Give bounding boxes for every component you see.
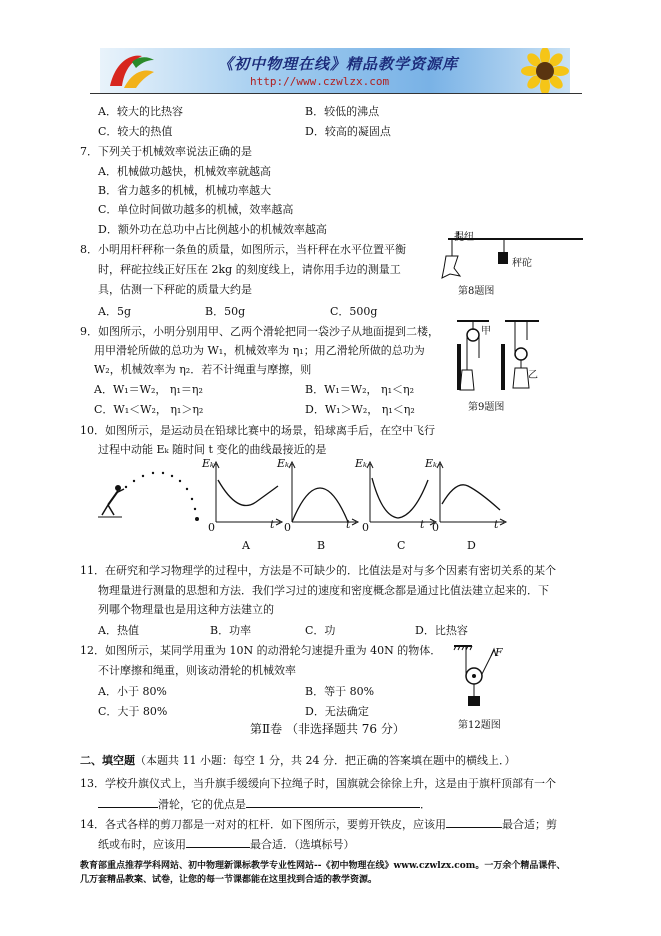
q8-option-b: B．50g: [205, 305, 246, 318]
q10-caption-a: A: [242, 539, 250, 552]
q13-line2: [98, 796, 431, 812]
q10-stem-line2: 过程中动能 Eₖ 随时间 t 变化的曲线最接近的是: [98, 443, 327, 456]
q9-option-b: B．W₁＝W₂， η₁＜η₂: [305, 383, 415, 396]
q13-line2-text-b: ．: [420, 798, 431, 811]
q14-line1: [80, 816, 557, 832]
section2-instructions: （本题共 11 小题：每空 1 分，共 24 分．把正确的答案填在题中的横线上．）: [135, 754, 516, 767]
q11-stem-line2: 物理量进行测量的思想和方法．我们学习过的速度和密度概念都是通过比值法建立起来的．下: [98, 584, 549, 597]
q14-line1-text-b: 最合适；剪: [502, 818, 557, 831]
q10-graph-b: [284, 460, 364, 540]
q8-option-c: C．500g: [330, 305, 378, 318]
q8-steelyard-figure: [428, 228, 588, 298]
q14-line1-text-a: 14．各式各样的剪刀都是一对对的杠杆．如下图所示，要剪开铁皮，应该用: [80, 818, 446, 831]
q10-a-t-label: t: [270, 518, 275, 531]
q10-b-ek-label: Eₖ: [277, 457, 290, 470]
part2-title: 第Ⅱ卷 （非选择题共 76 分）: [250, 722, 405, 736]
footer-line1: 教育部重点推荐学科网站、初中物理新课标教学专业性网站--《初中物理在线》www.czwlzx.com。一万余个精品课件、: [80, 861, 566, 871]
site-logo-icon: [102, 50, 160, 92]
q10-stem-line1: 10．如图所示，是运动员在铅球比赛中的场景，铅球离手后，在空中飞行: [80, 424, 435, 437]
q12-stem-line2: 不计摩擦和绳重，则该动滑轮的机械效率: [98, 664, 296, 677]
q14-line2-text-a: 纸或布时，应该用: [98, 838, 186, 851]
q6-option-a: A．较大的比热容: [98, 105, 183, 118]
q10-caption-c: C: [397, 539, 406, 552]
q11-option-a: A．热值: [98, 624, 139, 637]
q8-stem-line1: 8．小明用杆秤称一条鱼的质量，如图所示，当杆秤在水平位置平衡: [80, 243, 406, 256]
q13-blank-2[interactable]: [246, 796, 420, 808]
q10-caption-b: B: [317, 539, 326, 552]
header-divider: [90, 93, 582, 94]
q8-option-a: A．5g: [98, 305, 131, 318]
q14-line2-text-b: 最合适．（选填标号）: [250, 838, 355, 851]
q6-option-d: D．较高的凝固点: [305, 125, 391, 138]
q7-option-c: C．单位时间做功越多的机械，效率越高: [98, 203, 294, 216]
q12-force-label: F: [495, 646, 503, 659]
q14-line2: [98, 836, 355, 852]
banner-url: http://www.czwlzx.com: [250, 75, 390, 88]
q9-option-c: C．W₁＜W₂， η₁＞η₂: [94, 403, 204, 416]
q12-figure-caption: 第12题图: [458, 720, 501, 731]
q6-option-c: C．较大的热值: [98, 125, 173, 138]
q13-line2-text-a: 滑轮，它的优点是: [158, 798, 246, 811]
footer-line2: 几万套精品教案、试卷，让您的每一节课都能在这里找到合适的教学资源。: [80, 875, 378, 885]
q11-option-d: D．比热容: [415, 624, 468, 637]
q11-stem-line3: 列哪个物理量也是用这种方法建立的: [98, 603, 274, 616]
q8-stem-line2: 时，秤砣拉线正好压在 2kg 的刻度线上，请你用手边的测量工: [98, 263, 401, 276]
q7-stem: 7．下列关于机械效率说法正确的是: [80, 145, 252, 158]
q8-weight-label: 秤砣: [512, 258, 532, 269]
q9-option-a: A．W₁＝W₂， η₁＝η₂: [94, 383, 203, 396]
q10-c-ek-label: Eₖ: [355, 457, 368, 470]
q10-c-origin: 0: [362, 521, 369, 534]
q10-a-ek-label: Eₖ: [202, 457, 215, 470]
q10-d-t-label: t: [494, 518, 499, 531]
q11-stem-line1: 11．在研究和学习物理学的过程中，方法是不可缺少的．比值法是对与多个因素有密切关系的某个: [80, 564, 556, 577]
q10-graph-d: [432, 460, 512, 540]
q14-blank-1[interactable]: [446, 816, 502, 828]
q9-stem-line2: 用甲滑轮所做的总功为 W₁，机械效率为 η₁；用乙滑轮所做的总功为: [94, 344, 425, 357]
q9-yi-label: 乙: [528, 370, 538, 381]
q13-blank-1[interactable]: [98, 796, 158, 808]
q9-pulleys-figure: [455, 318, 545, 396]
q7-option-a: A．机械做功越快，机械效率就越高: [98, 165, 271, 178]
q10-b-origin: 0: [284, 521, 291, 534]
q12-stem-line1: 12．如图所示，某同学用重为 10N 的动滑轮匀速提升重为 40N 的物体．: [80, 644, 442, 657]
q12-pulley-figure: [452, 644, 512, 716]
q10-shot-put-figure: [98, 463, 204, 535]
q7-option-b: B．省力越多的机械，机械功率越大: [98, 184, 272, 197]
q8-stem-line3: 具，估测一下秤砣的质量大约是: [98, 283, 252, 296]
q10-c-t-label: t: [420, 518, 425, 531]
section2-head: 二、填空题: [80, 754, 135, 767]
q12-option-b: B．等于 80%: [305, 685, 375, 698]
q10-graph-c: [362, 460, 442, 540]
q12-option-a: A．小于 80%: [98, 685, 167, 698]
q10-d-ek-label: Eₖ: [425, 457, 438, 470]
q12-option-c: C．大于 80%: [98, 705, 168, 718]
q14-blank-2[interactable]: [186, 836, 250, 848]
section2-header: [80, 752, 515, 768]
q7-option-d: D．额外功在总功中占比例越小的机械效率越高: [98, 223, 327, 236]
q9-stem-line1: 9．如图所示，小明分别用甲、乙两个滑轮把同一袋沙子从地面提到二楼，: [80, 325, 439, 338]
q10-b-t-label: t: [346, 518, 351, 531]
sunflower-icon: [520, 48, 570, 93]
q9-figure-caption: 第9题图: [468, 402, 505, 413]
header-banner: [100, 48, 570, 93]
q13-stem-line1: 13．学校升旗仪式上，当升旗手缓缓向下拉绳子时，国旗就会徐徐上升，这是由于旗杆顶部有一个: [80, 777, 556, 790]
q10-d-origin: 0: [432, 521, 439, 534]
q9-option-d: D．W₁＞W₂， η₁＜η₂: [305, 403, 415, 416]
q10-a-origin: 0: [208, 521, 215, 534]
banner-title: 《初中物理在线》精品教学资源库: [218, 55, 459, 73]
q9-stem-line3: W₂，机械效率为 η₂．若不计绳重与摩擦，则: [94, 363, 312, 376]
q6-option-b: B．较低的沸点: [305, 105, 380, 118]
q11-option-b: B．功率: [210, 624, 252, 637]
q11-option-c: C．功: [305, 624, 336, 637]
q12-option-d: D．无法确定: [305, 705, 369, 718]
q8-knob-label: 提纽: [454, 232, 474, 243]
q8-figure-caption: 第8题图: [458, 286, 495, 297]
q10-caption-d: D: [467, 539, 476, 552]
q9-jia-label: 甲: [481, 326, 491, 337]
